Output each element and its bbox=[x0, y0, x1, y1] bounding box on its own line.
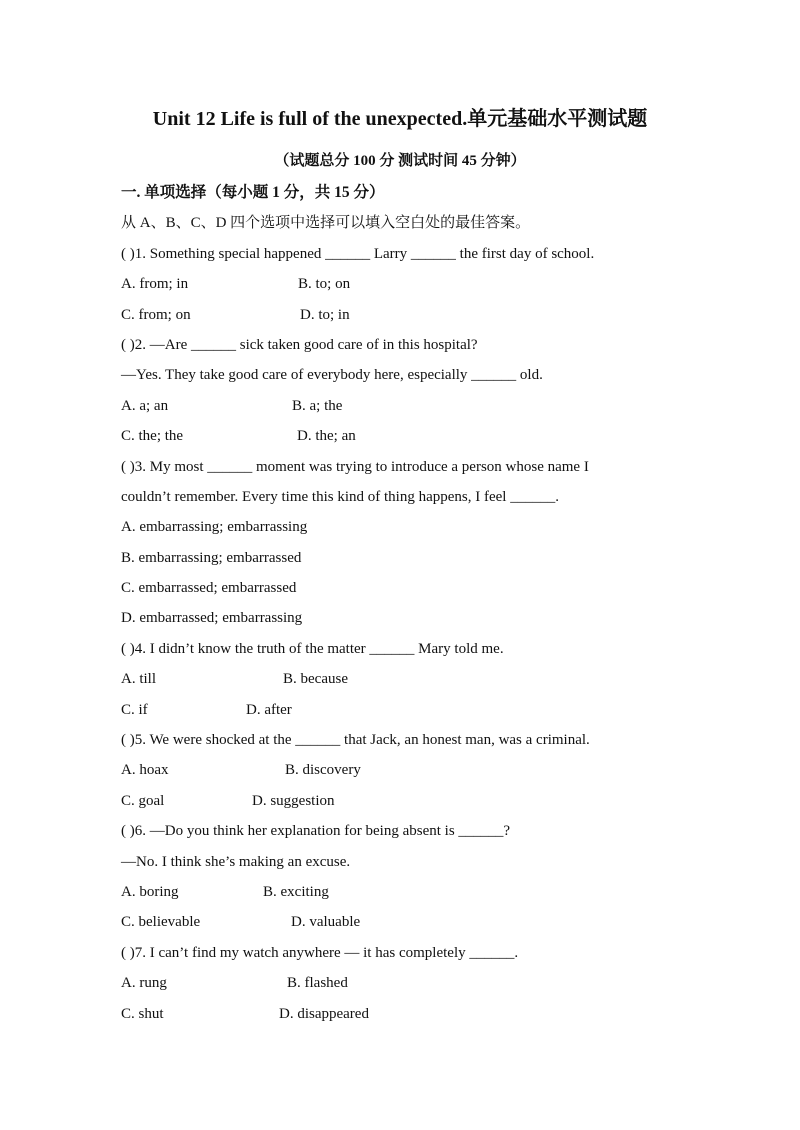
q2-option-d: D. the; an bbox=[297, 428, 356, 445]
section-instruction: 从 A、B、C、D 四个选项中选择可以填入空白处的最佳答案。 bbox=[121, 215, 531, 232]
question-7-options-ab bbox=[121, 968, 741, 998]
page-title: Unit 12 Life is full of the unexpected.单元基础水平测试题 bbox=[152, 108, 648, 130]
question-6-reply: —No. I think she’s making an excuse. bbox=[121, 853, 351, 870]
q7-option-a: A. rung bbox=[121, 975, 167, 992]
q7-option-b: B. flashed bbox=[287, 975, 348, 992]
q1-option-b: B. to; on bbox=[298, 276, 351, 293]
question-6-options-ab bbox=[121, 877, 741, 907]
question-2-stem: ( )2. —Are ______ sick taken good care of in this hospital? bbox=[121, 336, 478, 353]
question-7-stem: ( )7. I can’t find my watch anywhere — it has completely ______. bbox=[121, 944, 519, 961]
question-4-options-ab bbox=[121, 664, 741, 694]
question-7-options-cd bbox=[121, 999, 741, 1029]
section-heading: 一. 单项选择（每小题 1 分，共 15 分） bbox=[121, 184, 385, 201]
q1-option-c: C. from; on bbox=[121, 306, 191, 323]
q4-option-b: B. because bbox=[283, 671, 348, 688]
question-4-options-cd bbox=[121, 695, 741, 725]
q1-option-a: A. from; in bbox=[121, 276, 189, 293]
q7-option-c: C. shut bbox=[121, 1005, 164, 1022]
page-subtitle: （试题总分 100 分 测试时间 45 分钟） bbox=[274, 153, 526, 169]
q1-option-d: D. to; in bbox=[300, 306, 350, 323]
q4-option-c: C. if bbox=[121, 701, 148, 718]
q5-option-a: A. hoax bbox=[121, 762, 169, 779]
question-2-reply: —Yes. They take good care of everybody here, especially ______ old. bbox=[121, 367, 543, 384]
q3-option-b: B. embarrassing; embarrassed bbox=[121, 549, 302, 566]
q5-option-d: D. suggestion bbox=[252, 792, 335, 809]
question-2-options-ab bbox=[121, 391, 741, 421]
question-3-stem: ( )3. My most ______ moment was trying to introduce a person whose name I bbox=[121, 458, 589, 475]
q3-option-c: C. embarrassed; embarrassed bbox=[121, 580, 297, 597]
q3-option-d: D. embarrassed; embarrassing bbox=[121, 610, 303, 627]
q6-option-d: D. valuable bbox=[291, 914, 361, 931]
q2-option-c: C. the; the bbox=[121, 428, 184, 445]
question-1-options-cd bbox=[121, 300, 741, 330]
question-5-options-ab bbox=[121, 755, 741, 785]
question-1-stem: ( )1. Something special happened ______ Larry ______ the first day of school. bbox=[121, 245, 595, 262]
question-4-stem: ( )4. I didn’t know the truth of the matter ______ Mary told me. bbox=[121, 640, 504, 657]
question-5-stem: ( )5. We were shocked at the ______ that Jack, an honest man, was a criminal. bbox=[121, 732, 590, 749]
q3-option-a: A. embarrassing; embarrassing bbox=[121, 519, 308, 536]
exam-body bbox=[121, 178, 741, 1029]
question-6-options-cd bbox=[121, 907, 741, 937]
q6-option-b: B. exciting bbox=[263, 883, 329, 900]
question-3-stem-continued: couldn’t remember. Every time this kind of thing happens, I feel ______. bbox=[121, 488, 559, 505]
q7-option-d: D. disappeared bbox=[279, 1005, 369, 1022]
q5-option-c: C. goal bbox=[121, 792, 165, 809]
q6-option-a: A. boring bbox=[121, 883, 179, 900]
question-6-stem: ( )6. —Do you think her explanation for being absent is ______? bbox=[121, 823, 511, 840]
q4-option-d: D. after bbox=[246, 701, 292, 718]
q4-option-a: A. till bbox=[121, 671, 157, 688]
q5-option-b: B. discovery bbox=[285, 762, 361, 779]
q2-option-a: A. a; an bbox=[121, 397, 169, 414]
question-2-options-cd bbox=[121, 421, 741, 451]
q2-option-b: B. a; the bbox=[292, 397, 343, 414]
q6-option-c: C. believable bbox=[121, 914, 201, 931]
question-5-options-cd bbox=[121, 786, 741, 816]
question-1-options-ab bbox=[121, 269, 741, 299]
